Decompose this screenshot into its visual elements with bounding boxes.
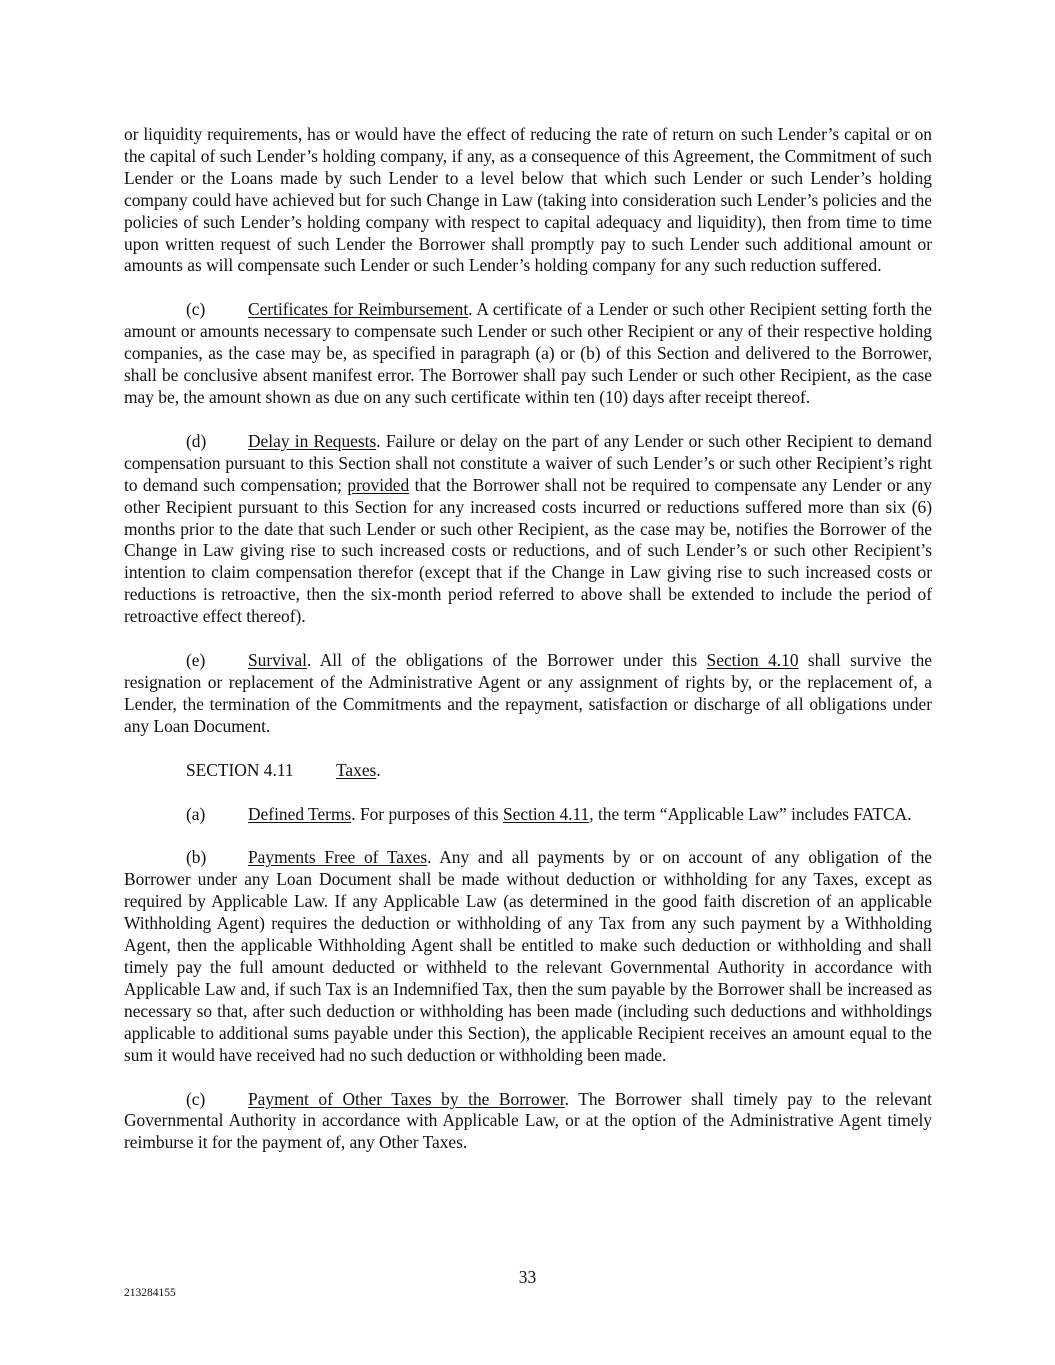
paragraph-text: . A certificate of a Lender or such other Recipient setting forth the amount or amounts necessary to compensate such Lender or such other Recipient or any of their respective holding companies, as the case may be, as specified in paragraph (a) or (b) of this Section and delivered to the Borrower, shall be conclusive absent manifest error. The Borrower shall pay such Lender or such other Recipient, as the case may be, the amount shown as due on any such certificate within ten (10) days after receipt thereof. (124, 299, 932, 407)
section-reference: Section 4.11 (502, 803, 590, 824)
section-heading (124, 760, 932, 782)
paragraph-c-certificates (124, 299, 932, 409)
document-body (124, 124, 932, 1176)
paragraph-heading: Certificates for Reimbursement (248, 299, 469, 320)
paragraph-b-payments-free (124, 847, 932, 1066)
paragraph-a-defined-terms (124, 804, 932, 826)
paragraph-label: (c) (186, 1088, 206, 1109)
section-number: SECTION 4.11 (186, 759, 294, 780)
paragraph-heading: Payment of Other Taxes by the Borrower (248, 1088, 565, 1109)
paragraph-heading: Delay in Requests (248, 430, 377, 451)
section-title: Taxes (336, 759, 377, 780)
section-reference: Section 4.10 (706, 650, 799, 671)
paragraph-label: (e) (186, 650, 206, 671)
paragraph-heading: Defined Terms (248, 803, 352, 824)
paragraph-label: (d) (186, 430, 207, 451)
section-title-period: . (376, 759, 381, 780)
paragraph-continuation (124, 124, 932, 277)
document-id: 213284155 (124, 1287, 176, 1299)
paragraph-c-other-taxes (124, 1089, 932, 1155)
paragraph-text: . The Borrower shall timely pay to the relevant Governmental Authority in accordance with Applicable Law, or at the option of the Administrative Agent timely reimburse it for the payment of, any Other Taxes. (124, 1088, 932, 1153)
paragraph-label: (b) (186, 847, 207, 868)
page-number: 33 (518, 1267, 537, 1287)
paragraph-e-survival (124, 650, 932, 738)
paragraph-d-delay (124, 431, 932, 628)
paragraph-text: . Failure or delay on the part of any Lender or such other Recipient to demand compensation pursuant to this Section shall not constitute a waiver of such Lender’s or such other Recipient’s right to demand such compensation; (124, 430, 932, 495)
paragraph-label: (a) (186, 803, 206, 824)
paragraph-heading: Survival (248, 650, 307, 671)
paragraph-heading: Payments Free of Taxes (248, 847, 428, 868)
paragraph-text-cont: shall survive the resignation or replacement of the Administrative Agent or any assignment of rights by, or the replacement of, a Lender, the termination of the Commitments and the repayment, satisfaction or discharge of all obligations under any Loan Document. (124, 650, 932, 736)
paragraph-label: (c) (186, 299, 206, 320)
provided-term: provided (347, 474, 410, 495)
paragraph-text-cont: , the term “Applicable Law” includes FATCA. (589, 803, 912, 824)
paragraph-text: . All of the obligations of the Borrower under this (306, 650, 707, 671)
paragraph-text: . For purposes of this (351, 803, 503, 824)
paragraph-text: . Any and all payments by or on account of any obligation of the Borrower under any Loan Document shall be made without deduction or withholding for any Taxes, except as required by Applicable Law. If any Applicable Law (as determined in the good faith discretion of an applicable Withholding Agent) requires the deduction or withholding of any Tax from any such payment by a Withholding Agent, then the applicable Withholding Agent shall be entitled to make such deduction or withholding and shall timely pay the full amount deducted or withheld to the relevant Governmental Authority in accordance with Applicable Law and, if such Tax is an Indemnified Tax, then the sum payable by the Borrower shall be increased as necessary so that, after such deduction or withholding has been made (including such deductions and withholdings applicable to additional sums payable under this Section), the applicable Recipient receives an amount equal to the sum it would have received had no such deduction or withholding been made. (124, 847, 932, 1065)
paragraph-text: or liquidity requirements, has or would have the effect of reducing the rate of return on such Lender’s capital or on the capital of such Lender’s holding company, if any, as a consequence of this Agreement, the Commitment of such Lender or the Loans made by such Lender to a level below that which such Lender or such Lender’s holding company could have achieved but for such Change in Law (taking into consideration such Lender’s policies and the policies of such Lender’s holding company with respect to capital adequacy and liquidity), then from time to time upon written request of such Lender the Borrower shall promptly pay to such Lender such additional amount or amounts as will compensate such Lender or such Lender’s holding company for any such reduction suffered. (124, 124, 932, 276)
paragraph-text-cont: that the Borrower shall not be required to compensate any Lender or any other Recipient pursuant to this Section for any increased costs incurred or reductions suffered more than six (6) months prior to the date that such Lender or such other Recipient, as the case may be, notifies the Borrower of the Change in Law giving rise to such increased costs or reductions, and of such Lender’s or such other Recipient’s intention to claim compensation therefor (except that if the Change in Law giving rise to such increased costs or reductions is retroactive, then the six-month period referred to above shall be extended to include the period of retroactive effect thereof). (124, 474, 932, 627)
